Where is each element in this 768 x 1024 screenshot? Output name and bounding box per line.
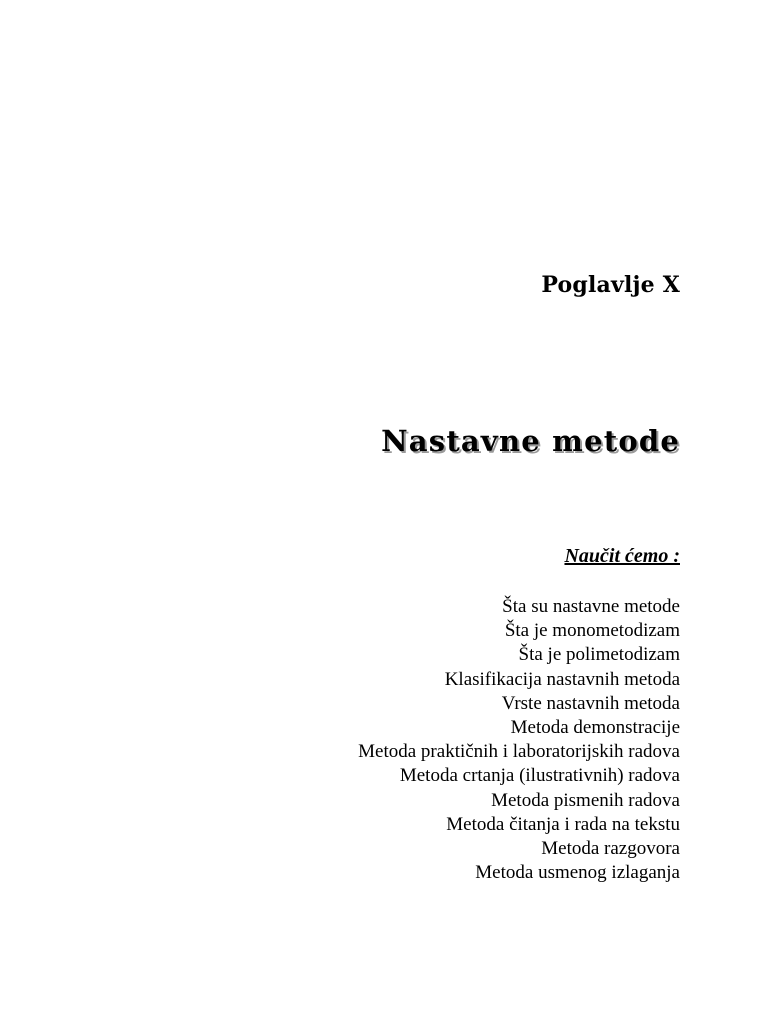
list-item: Šta je polimetodizam <box>518 644 680 666</box>
list-item: Metoda pismenih radova <box>491 789 680 811</box>
list-item: Klasifikacija nastavnih metoda <box>444 668 680 690</box>
list-item: Metoda crtanja (ilustrativnih) radova <box>399 765 680 787</box>
chapter-title: Nastavne metode <box>381 424 680 458</box>
learning-objectives-list <box>358 595 680 885</box>
list-item: Šta je monometodizam <box>504 620 680 642</box>
list-item: Metoda razgovora <box>541 838 680 860</box>
list-item: Metoda usmenog izlaganja <box>475 862 680 884</box>
list-item: Metoda čitanja i rada na tekstu <box>446 813 680 835</box>
list-item: Metoda praktičnih i laboratorijskih radova <box>358 741 680 763</box>
chapter-label: Poglavlje X <box>541 272 680 298</box>
list-item: Šta su nastavne metode <box>502 596 680 617</box>
list-item: Vrste nastavnih metoda <box>501 692 680 714</box>
list-item: Metoda demonstracije <box>510 717 680 739</box>
learning-objectives-heading: Naučit ćemo : <box>564 545 680 567</box>
